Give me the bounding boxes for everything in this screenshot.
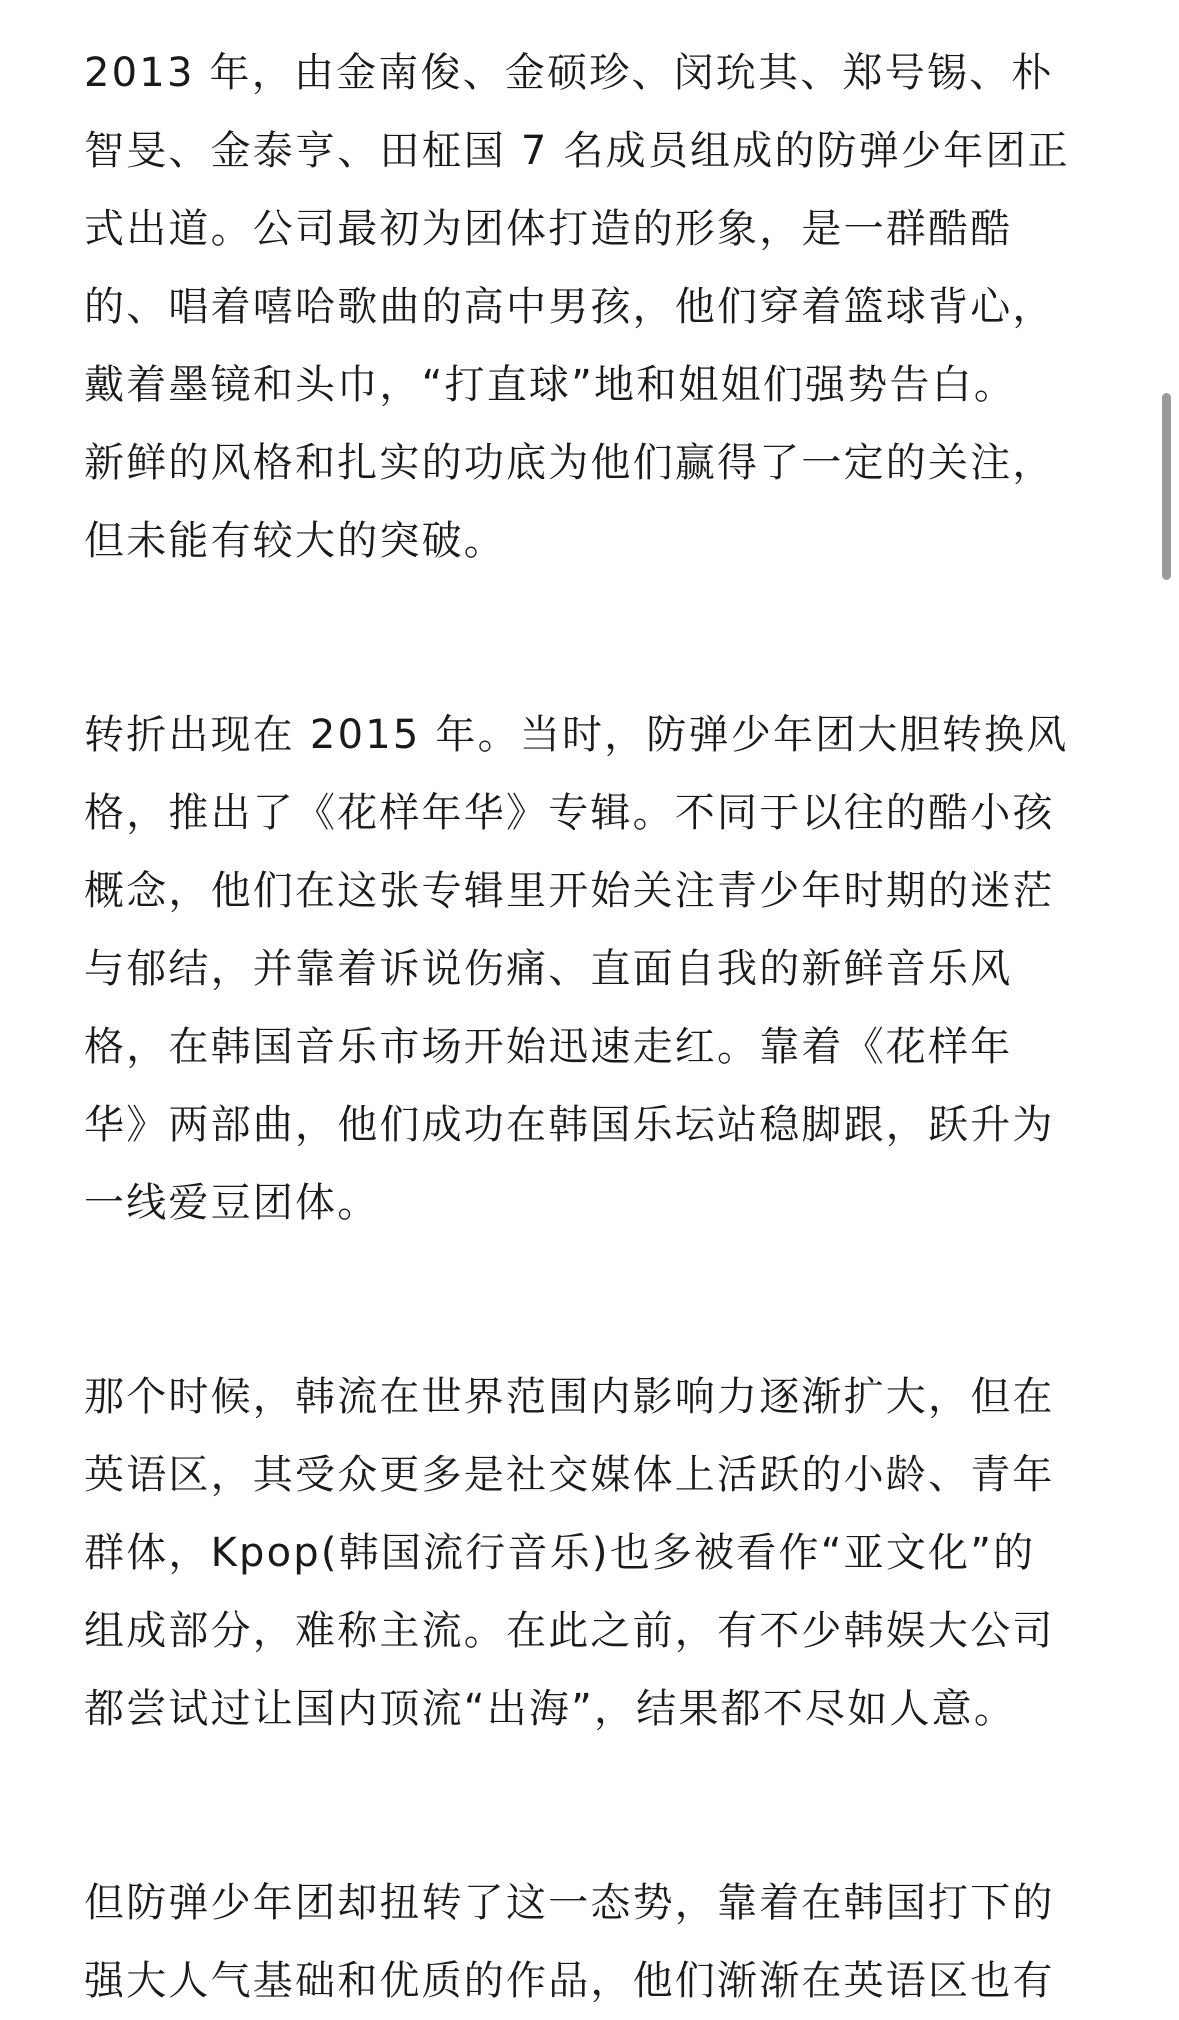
paragraph-line: 英语区，其受众更多是社交媒体上活跃的小龄、青年: [84, 1452, 1055, 1498]
paragraph-line: 那个时候，韩流在世界范围内影响力逐渐扩大，但在: [84, 1374, 1055, 1420]
paragraph-line: 格，推出了《花样年华》专辑。不同于以往的酷小孩: [84, 790, 1055, 836]
paragraph-line: 新鲜的风格和扎实的功底为他们赢得了一定的关注，: [84, 440, 1055, 486]
paragraph-line: 华》两部曲，他们成功在韩国乐坛站稳脚跟，跃升为: [84, 1102, 1055, 1148]
paragraph-line: 组成部分，难称主流。在此之前，有不少韩娱大公司: [84, 1608, 1055, 1654]
paragraph-line: 戴着墨镜和头巾，“打直球”地和姐姐们强势告白。: [84, 362, 1017, 408]
paragraph-line: 与郁结，并靠着诉说伤痛、直面自我的新鲜音乐风: [84, 946, 1013, 992]
paragraph-line: 强大人气基础和优质的作品，他们渐渐在英语区也有: [84, 1958, 1055, 2004]
paragraph-4: [84, 1864, 1094, 2020]
paragraph-1: [84, 34, 1094, 580]
paragraph-3: [84, 1358, 1094, 1748]
paragraph-spacer: [84, 1748, 1094, 1864]
article-body: [84, 34, 1094, 2020]
paragraph-line: 但防弹少年团却扭转了这一态势，靠着在韩国打下的: [84, 1880, 1055, 1926]
paragraph-spacer: [84, 1242, 1094, 1358]
paragraph-line: 都尝试过让国内顶流“出海”，结果都不尽如人意。: [84, 1686, 1017, 1732]
paragraph-line: 格，在韩国音乐市场开始迅速走红。靠着《花样年: [84, 1024, 1013, 1070]
paragraph-line: 式出道。公司最初为团体打造的形象，是一群酷酷: [84, 206, 1013, 252]
paragraph-line: 但未能有较大的突破。: [84, 518, 506, 564]
paragraph-line: 2013 年，由金南俊、金硕珍、闵玧其、郑号锡、朴: [84, 50, 1054, 96]
paragraph-line: 概念，他们在这张专辑里开始关注青少年时期的迷茫: [84, 868, 1055, 914]
paragraph-line: 智旻、金泰亨、田柾国 7 名成员组成的防弹少年团正: [84, 128, 1070, 174]
paragraph-2: [84, 696, 1094, 1242]
vertical-scrollbar[interactable]: [1162, 393, 1171, 580]
paragraph-line: 群体，Kpop(韩国流行音乐)也多被看作“亚文化”的: [84, 1530, 1036, 1576]
paragraph-spacer: [84, 580, 1094, 696]
paragraph-line: 一线爱豆团体。: [84, 1180, 380, 1226]
paragraph-line: 转折出现在 2015 年。当时，防弹少年团大胆转换风: [84, 712, 1069, 758]
paragraph-line: 的、唱着嘻哈歌曲的高中男孩，他们穿着篮球背心，: [84, 284, 1055, 330]
